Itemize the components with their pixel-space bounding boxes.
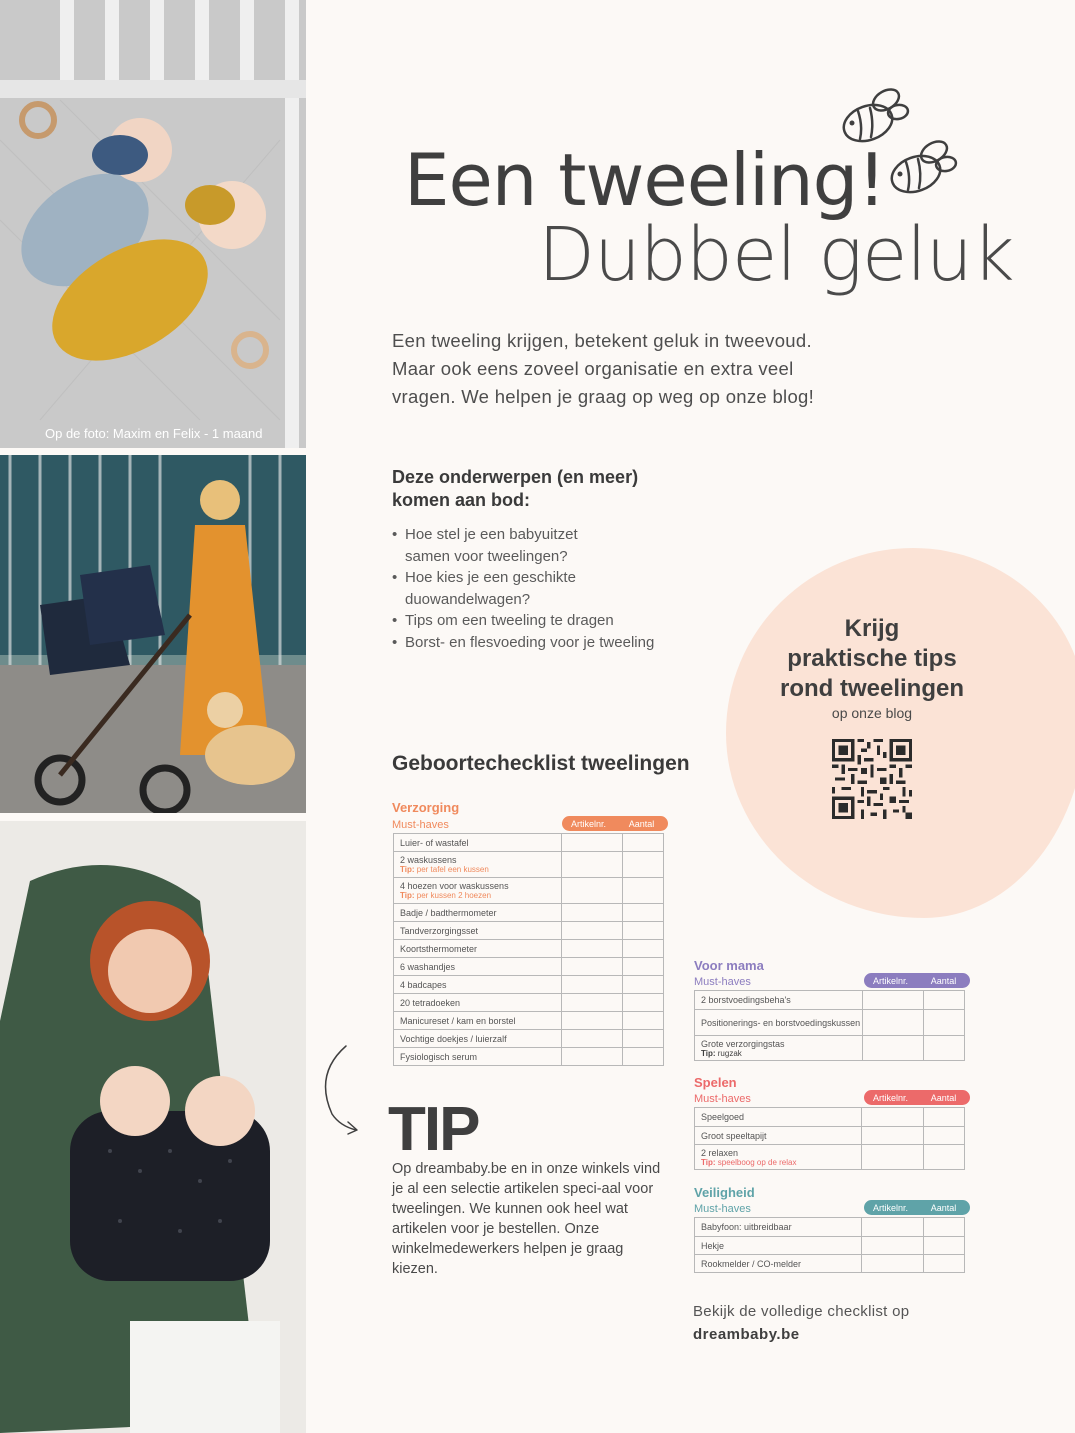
photo-caption: Op de foto: Maxim en Felix - 1 maand <box>45 426 263 441</box>
column-header-pill <box>562 816 668 831</box>
intro-line: vragen. We helpen je graag op weg op onze blog! <box>392 386 815 407</box>
amount-cell[interactable] <box>924 1010 965 1036</box>
table-row <box>394 1030 664 1048</box>
row-item <box>695 1145 862 1170</box>
intro-line: Een tweeling krijgen, betekent geluk in tweevoud. <box>392 330 812 351</box>
blog-callout-sub: op onze blog <box>831 705 913 721</box>
row-item: Luier- of wastafel <box>394 834 562 852</box>
title-line-2: Dubbel geluk <box>538 212 1014 298</box>
table-row <box>695 1237 965 1255</box>
amount-cell[interactable] <box>623 958 664 976</box>
tip-text: per tafel een kussen <box>416 865 489 874</box>
row-item <box>394 852 562 878</box>
photo-illustration-stroller <box>0 455 306 813</box>
table-row <box>394 940 664 958</box>
section-sub-veiligheid: Must-haves <box>694 1203 751 1215</box>
row-item: Badje / badthermometer <box>394 904 562 922</box>
article-number-cell[interactable] <box>561 1030 623 1048</box>
amount-cell[interactable] <box>623 904 664 922</box>
table-row <box>394 976 664 994</box>
amount-cell[interactable] <box>623 994 664 1012</box>
blog-heading-line: praktische tips <box>787 645 957 672</box>
table-row <box>394 904 664 922</box>
topics-heading <box>392 466 692 512</box>
column-header-article: Artikelnr. <box>872 975 908 986</box>
amount-cell[interactable] <box>623 878 664 904</box>
table-row <box>394 994 664 1012</box>
amount-cell[interactable] <box>924 1218 965 1237</box>
article-number-cell[interactable] <box>862 1237 924 1255</box>
table-row <box>695 1145 965 1170</box>
photo-mother-stroller <box>0 455 306 813</box>
cta-link[interactable]: dreambaby.be <box>693 1326 800 1343</box>
row-item-label: 4 hoezen voor waskussens <box>400 881 509 891</box>
blog-heading-line: rond tweelingen <box>779 675 964 702</box>
table-row <box>394 958 664 976</box>
table-row <box>394 852 664 878</box>
amount-cell[interactable] <box>623 922 664 940</box>
article-number-cell[interactable] <box>561 1012 623 1030</box>
amount-cell[interactable] <box>924 1145 965 1170</box>
topic-item <box>392 632 712 654</box>
cta-text: Bekijk de volledige checklist op <box>693 1303 910 1320</box>
amount-cell[interactable] <box>924 991 965 1010</box>
article-number-cell[interactable] <box>862 1108 924 1127</box>
row-item: 20 tetradoeken <box>394 994 562 1012</box>
column-header-amount: Aantal <box>930 975 957 986</box>
table-row <box>695 1010 965 1036</box>
amount-cell[interactable] <box>623 852 664 878</box>
amount-cell[interactable] <box>924 1237 965 1255</box>
title-line-1: Een tweeling! <box>404 138 886 222</box>
row-item-label: Grote verzorgingstas <box>701 1038 785 1049</box>
table-row <box>394 878 664 904</box>
amount-cell[interactable] <box>623 1030 664 1048</box>
column-header-amount: Aantal <box>930 1202 957 1213</box>
table-row <box>394 834 664 852</box>
curved-arrow-icon <box>322 1044 364 1136</box>
table-row <box>695 1255 965 1273</box>
article-number-cell[interactable] <box>862 1036 924 1061</box>
column-header-pill <box>864 973 970 988</box>
row-item: Hekje <box>695 1237 862 1255</box>
row-item: Rookmelder / CO-melder <box>695 1255 862 1273</box>
checklist-table-mama <box>694 990 965 1061</box>
topic-item <box>392 610 712 632</box>
article-number-cell[interactable] <box>561 976 623 994</box>
amount-cell[interactable] <box>924 1127 965 1145</box>
topics-heading-line: Deze onderwerpen (en meer) <box>392 467 639 487</box>
column-header-article: Artikelnr. <box>872 1092 908 1103</box>
row-item: Manicureset / kam en borstel <box>394 1012 562 1030</box>
table-row <box>394 1012 664 1030</box>
article-number-cell[interactable] <box>561 994 623 1012</box>
tip-text-block: Op dreambaby.be en in onze winkels vind je al een selectie artikelen speci-aal voor tweelingen. We kunnen ook heel wat artikelen voor je bestellen. Onze winkelmedewerkers helpen je graag kiezen. <box>392 1161 661 1277</box>
section-sub-verzorging: Must-haves <box>392 819 449 831</box>
article-number-cell[interactable] <box>862 1218 924 1237</box>
article-number-cell[interactable] <box>561 958 623 976</box>
topic-item-line: • Tips om een tweeling te dragen <box>405 612 614 630</box>
tip-label: Tip: <box>400 891 415 900</box>
table-row <box>695 1218 965 1237</box>
tip-heading: TIP <box>388 1095 479 1164</box>
row-item: Vochtige doekjes / luierzalf <box>394 1030 562 1048</box>
topic-item-line: samen voor tweelingen? <box>405 547 568 565</box>
photo-mother-carrier <box>0 821 306 1433</box>
article-number-cell[interactable] <box>561 878 623 904</box>
row-item: Groot speeltapijt <box>695 1127 862 1145</box>
row-tip <box>701 1158 861 1167</box>
section-title-mama: Voor mama <box>694 958 764 973</box>
row-item <box>394 878 562 904</box>
checklist-heading: Geboortechecklist tweelingen <box>392 752 690 775</box>
table-row <box>695 991 965 1010</box>
article-number-cell[interactable] <box>862 1127 924 1145</box>
row-item: Fysiologisch serum <box>394 1048 562 1066</box>
column-header-article: Artikelnr. <box>570 818 606 829</box>
column-header-amount: Aantal <box>628 818 655 829</box>
table-row <box>695 1036 965 1061</box>
amount-cell[interactable] <box>623 834 664 852</box>
photo-twins-sleeping <box>0 0 306 448</box>
row-item: 6 washandjes <box>394 958 562 976</box>
qr-code-icon[interactable] <box>832 739 912 819</box>
article-number-cell[interactable] <box>561 922 623 940</box>
row-tip <box>701 1049 862 1058</box>
checklist-table-verzorging <box>393 833 664 1066</box>
checklist-table-spelen <box>694 1107 965 1170</box>
section-sub-mama: Must-haves <box>694 976 751 988</box>
topic-item <box>392 567 712 610</box>
amount-cell[interactable] <box>623 1048 664 1066</box>
article-number-cell[interactable] <box>561 834 623 852</box>
article-number-cell[interactable] <box>561 940 623 958</box>
row-item: Speelgoed <box>695 1108 862 1127</box>
row-item: 2 borstvoedingsbeha's <box>695 991 863 1010</box>
article-number-cell[interactable] <box>862 1255 924 1273</box>
tip-label: Tip: <box>400 865 415 874</box>
amount-cell[interactable] <box>623 940 664 958</box>
tip-text: per kussen 2 hoezen <box>416 891 492 900</box>
tip-label: Tip: <box>701 1048 716 1058</box>
blog-callout-heading <box>762 614 982 704</box>
tip-label: Tip: <box>701 1157 716 1167</box>
column-header-pill <box>864 1200 970 1215</box>
row-item <box>695 1036 863 1061</box>
section-title-verzorging: Verzorging <box>392 800 460 815</box>
topic-item-line: • Hoe kies je een geschikte <box>405 569 576 587</box>
amount-cell[interactable] <box>623 976 664 994</box>
topics-list <box>392 524 712 654</box>
article-number-cell[interactable] <box>862 991 924 1010</box>
blog-heading-line: Krijg <box>844 615 900 642</box>
topic-item-line: • Hoe stel je een babyuitzet <box>405 526 578 543</box>
table-row <box>394 922 664 940</box>
article-number-cell[interactable] <box>561 904 623 922</box>
row-item: Babyfoon: uitbreidbaar <box>695 1218 862 1237</box>
topic-item-line: duowandelwagen? <box>405 590 531 608</box>
amount-cell[interactable] <box>924 1036 965 1061</box>
amount-cell[interactable] <box>924 1255 965 1273</box>
photo-illustration-carrier <box>0 821 306 1433</box>
table-row <box>695 1127 965 1145</box>
bees-icon <box>838 86 958 206</box>
section-sub-spelen: Must-haves <box>694 1093 751 1105</box>
intro-line: Maar ook eens zoveel organisatie en extra veel <box>392 358 794 379</box>
topic-item-line: • Borst- en flesvoeding voor je tweeling <box>405 633 655 651</box>
row-item-label: 2 relaxen <box>701 1147 739 1158</box>
article-number-cell[interactable] <box>862 1010 924 1036</box>
column-header-article: Artikelnr. <box>872 1202 908 1213</box>
intro-text <box>392 327 912 411</box>
row-item: Tandverzorgingsset <box>394 922 562 940</box>
table-row <box>695 1108 965 1127</box>
amount-cell[interactable] <box>623 1012 664 1030</box>
photo-illustration-crib <box>0 0 306 448</box>
section-title-spelen: Spelen <box>694 1075 737 1090</box>
row-item-label: 2 waskussens <box>400 855 457 865</box>
section-title-veiligheid: Veiligheid <box>694 1185 755 1200</box>
topics-heading-line: komen aan bod: <box>392 490 531 510</box>
column-header-pill <box>864 1090 970 1105</box>
article-number-cell[interactable] <box>561 852 623 878</box>
row-tip <box>400 891 561 900</box>
table-row <box>394 1048 664 1066</box>
article-number-cell[interactable] <box>862 1145 924 1170</box>
row-item: Positionerings- en borstvoedingskussen <box>695 1010 863 1036</box>
row-item: 4 badcapes <box>394 976 562 994</box>
article-number-cell[interactable] <box>561 1048 623 1066</box>
column-header-amount: Aantal <box>930 1092 957 1103</box>
topic-item <box>392 524 712 567</box>
tip-text: speelboog op de relax <box>717 1157 797 1167</box>
blog-callout-background <box>726 548 1075 918</box>
row-tip <box>400 865 561 874</box>
tip-text: rugzak <box>717 1048 742 1058</box>
checklist-table-veiligheid <box>694 1217 965 1273</box>
row-item: Koortsthermometer <box>394 940 562 958</box>
amount-cell[interactable] <box>924 1108 965 1127</box>
